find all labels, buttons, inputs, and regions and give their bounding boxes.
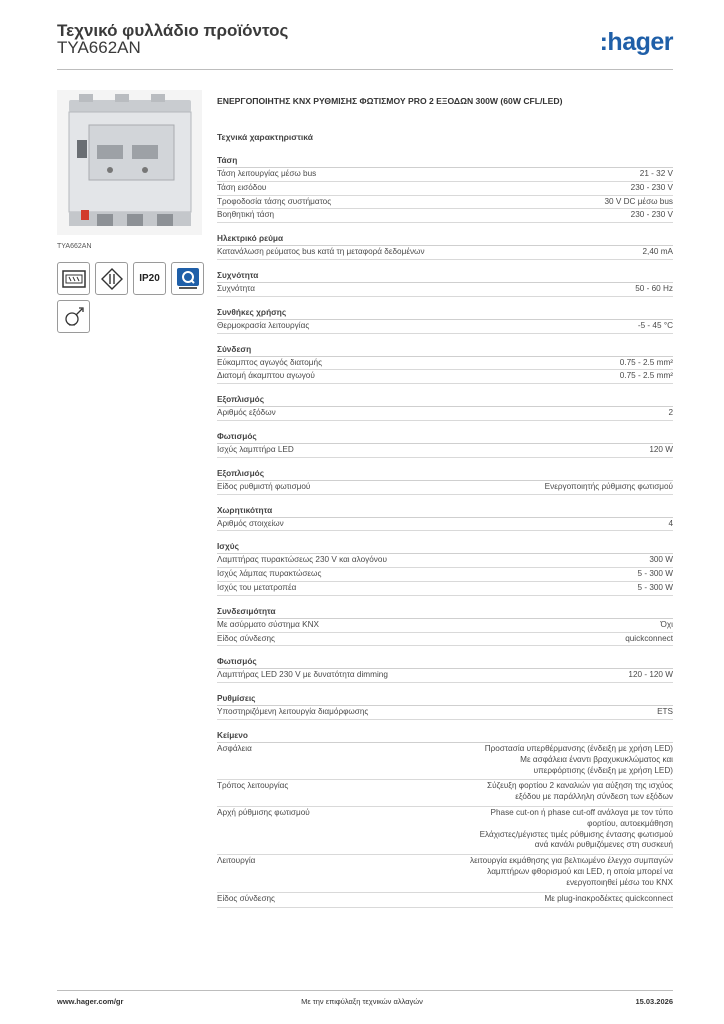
- spec-label: Ισχύς του μετατροπέα: [217, 582, 297, 592]
- text-value: Με plug-inακροδέκτες quickconnect: [544, 893, 673, 903]
- spec-group: [217, 343, 673, 385]
- spec-value: 120 W: [649, 444, 673, 454]
- product-image: [57, 90, 202, 235]
- spec-value: Ενεργοποιητής ρύθμισης φωτισμού: [544, 481, 673, 491]
- spec-group: [217, 467, 673, 495]
- spec-label: Βοηθητική τάση: [217, 210, 275, 220]
- spec-group-title: Συνθήκες χρήσης: [217, 306, 673, 320]
- spec-value: 230 - 230 V: [630, 210, 673, 220]
- spec-row: [217, 568, 673, 582]
- header-divider: [57, 69, 673, 70]
- spec-group-title: Φωτισμός: [217, 430, 673, 444]
- section-title: Τεχνικά χαρακτηριστικά: [217, 132, 313, 142]
- spec-group-title: Κείμενο: [217, 729, 673, 743]
- spec-label: Λαμπτήρας πυρακτώσεως 230 V και αλογόνου: [217, 555, 387, 565]
- text-label: Αρχή ρύθμισης φωτισμού: [217, 807, 310, 817]
- spec-row: [217, 633, 673, 647]
- spec-group: [217, 154, 673, 223]
- spec-value: 0.75 - 2.5 mm²: [619, 357, 673, 367]
- spec-group-title: Εξοπλισμός: [217, 467, 673, 481]
- spec-value: 5 - 300 W: [637, 569, 673, 579]
- text-value: λειτουργία εκμάθησης για βελτιωμένο έλεγχο συμπαγών λαμπτήρων φθορισμού και LED, η οποία μπορεί να ενεργοποιηθεί μέσω του KNX: [469, 856, 673, 887]
- ce-mark-icon: [57, 262, 90, 295]
- ip20-badge: IP20: [133, 262, 166, 295]
- spec-group: [217, 306, 673, 334]
- text-value: Σύζευξη φορτίου 2 καναλιών για αύξηση της ισχύος εξόδου με παράλληλη σύνδεση των εξόδων: [487, 781, 673, 802]
- spec-label: Είδος σύνδεσης: [217, 633, 275, 643]
- spec-row: [217, 518, 673, 532]
- spec-value: 50 - 60 Hz: [635, 283, 673, 293]
- spec-row: [217, 407, 673, 421]
- footer-divider: [57, 990, 673, 991]
- hager-logo: :hager: [599, 28, 673, 56]
- document-type-title: Τεχνικό φυλλάδιο προϊόντος: [57, 21, 289, 40]
- spec-group: [217, 393, 673, 421]
- spec-label: Συχνότητα: [217, 283, 256, 293]
- text-row: [217, 780, 673, 807]
- spec-group: [217, 504, 673, 532]
- text-label: Είδος σύνδεσης: [217, 893, 275, 903]
- spec-label: Με ασύρματο σύστημα KNX: [217, 619, 319, 629]
- spec-value: 230 - 230 V: [630, 182, 673, 192]
- spec-group: [217, 269, 673, 297]
- text-group: [217, 729, 673, 908]
- spec-group-title: Ηλεκτρικό ρεύμα: [217, 232, 673, 246]
- product-code: TYA662AN: [57, 38, 141, 57]
- spec-value: 30 V DC μέσω bus: [604, 196, 673, 206]
- spec-group-title: Συχνότητα: [217, 269, 673, 283]
- spec-label: Είδος ρυθμιστή φωτισμού: [217, 481, 311, 491]
- spec-row: [217, 246, 673, 260]
- text-value: Phase cut-on ή phase cut-off ανάλογα με τον τύπο φορτίου, αυτοεκμάθηση Ελάχιστες/μέγιστες τιμές ρύθμισης έντασης φωτισμού ανά κανάλι ρυθμιζόμενες στη συσκευή: [479, 807, 673, 850]
- spec-value: ETS: [657, 707, 673, 717]
- text-row: [217, 807, 673, 855]
- spec-group-title: Χωρητικότητα: [217, 504, 673, 518]
- text-row: [217, 855, 673, 892]
- spec-label: Κατανάλωση ρεύματος bus κατά τη μεταφορά δεδομένων: [217, 247, 425, 257]
- spec-value: 300 W: [649, 555, 673, 565]
- spec-row: [217, 706, 673, 720]
- spec-group-title: Σύνδεση: [217, 343, 673, 357]
- text-row: [217, 893, 673, 909]
- spec-row: [217, 370, 673, 384]
- footer-date: 15.03.2026: [635, 997, 673, 1006]
- spec-label: Τροφοδοσία τάσης συστήματος: [217, 196, 332, 206]
- text-label: Ασφάλεια: [217, 743, 252, 753]
- text-label: Τρόπος λειτουργίας: [217, 781, 289, 791]
- text-value: Προστασία υπερθέρμανσης (ένδειξη με χρήση LED) Με ασφάλεια έναντι βραχυκυκλώματος και υπερφόρτισης (ένδειξη με χρήση LED): [484, 743, 673, 775]
- spec-group: [217, 692, 673, 720]
- spec-row: [217, 283, 673, 297]
- spec-label: Θερμοκρασία λειτουργίας: [217, 320, 310, 330]
- footer-url: www.hager.com/gr: [57, 997, 124, 1006]
- spec-value: 2,40 mA: [642, 247, 673, 257]
- spec-label: Ισχύς λαμπτήρα LED: [217, 444, 294, 454]
- spec-group: [217, 605, 673, 647]
- spec-group-title: Συνδεσιμότητα: [217, 605, 673, 619]
- spec-value: 5 - 300 W: [637, 582, 673, 592]
- spec-label: Αριθμός εξόδων: [217, 408, 276, 418]
- bulb-dimming-icon: [57, 300, 90, 333]
- spec-group-title: Φωτισμός: [217, 655, 673, 669]
- spec-row: [217, 481, 673, 495]
- spec-row: [217, 182, 673, 196]
- spec-value: -5 - 45 °C: [637, 320, 673, 330]
- spec-group: [217, 232, 673, 260]
- spec-label: Αριθμός στοιχείων: [217, 518, 284, 528]
- spec-row: [217, 168, 673, 182]
- spec-row: [217, 196, 673, 210]
- spec-row: [217, 582, 673, 596]
- text-rows: [217, 743, 673, 908]
- spec-row: [217, 444, 673, 458]
- product-image-caption: TYA662AN: [57, 243, 92, 250]
- spec-label: Εύκαμπτος αγωγός διατομής: [217, 357, 323, 367]
- quicklink-icon: [171, 262, 204, 295]
- spec-value: 0.75 - 2.5 mm²: [619, 371, 673, 381]
- spec-label: Διατομή άκαμπτου αγωγού: [217, 371, 315, 381]
- spec-label: Λαμπτήρας LED 230 V με δυνατότητα dimming: [217, 670, 388, 680]
- vde-icon: [95, 262, 128, 295]
- spec-label: Τάση λειτουργίας μέσω bus: [217, 169, 317, 178]
- spec-group: [217, 655, 673, 683]
- spec-groups: [217, 154, 673, 720]
- spec-group-title: Τάση: [217, 154, 673, 168]
- spec-label: Υποστηριζόμενη λειτουργία διαμόρφωσης: [217, 707, 369, 717]
- footer-note: Με την επιφύλαξη τεχνικών αλλαγών: [301, 997, 423, 1006]
- spec-row: [217, 669, 673, 683]
- spec-row: [217, 209, 673, 223]
- spec-value: 21 - 32 V: [639, 169, 673, 178]
- spec-value: quickconnect: [625, 633, 673, 643]
- spec-label: Τάση εισόδου: [217, 182, 267, 192]
- spec-row: [217, 320, 673, 334]
- product-title: ΕΝΕΡΓΟΠΟΙΗΤΗΣ KNX ΡΥΘΜΙΣΗΣ ΦΩΤΙΣΜΟΥ PRO 2 ΕΞΟΔΩΝ 300W (60W CFL/LED): [217, 96, 563, 106]
- spec-value: 120 - 120 W: [628, 670, 673, 680]
- spec-value: 2: [668, 408, 673, 418]
- specifications: [217, 95, 673, 917]
- spec-value: Όχι: [660, 619, 673, 629]
- spec-group: [217, 430, 673, 458]
- spec-row: [217, 554, 673, 568]
- spec-group-title: Εξοπλισμός: [217, 393, 673, 407]
- spec-row: [217, 357, 673, 371]
- text-label: Λειτουργία: [217, 856, 256, 866]
- spec-group-title: Ρυθμίσεις: [217, 692, 673, 706]
- spec-value: 4: [668, 518, 673, 528]
- spec-label: Ισχύς λάμπας πυρακτώσεως: [217, 569, 322, 579]
- spec-group: [217, 540, 673, 595]
- spec-row: [217, 619, 673, 633]
- text-row: [217, 743, 673, 780]
- spec-group-title: Ισχύς: [217, 540, 673, 554]
